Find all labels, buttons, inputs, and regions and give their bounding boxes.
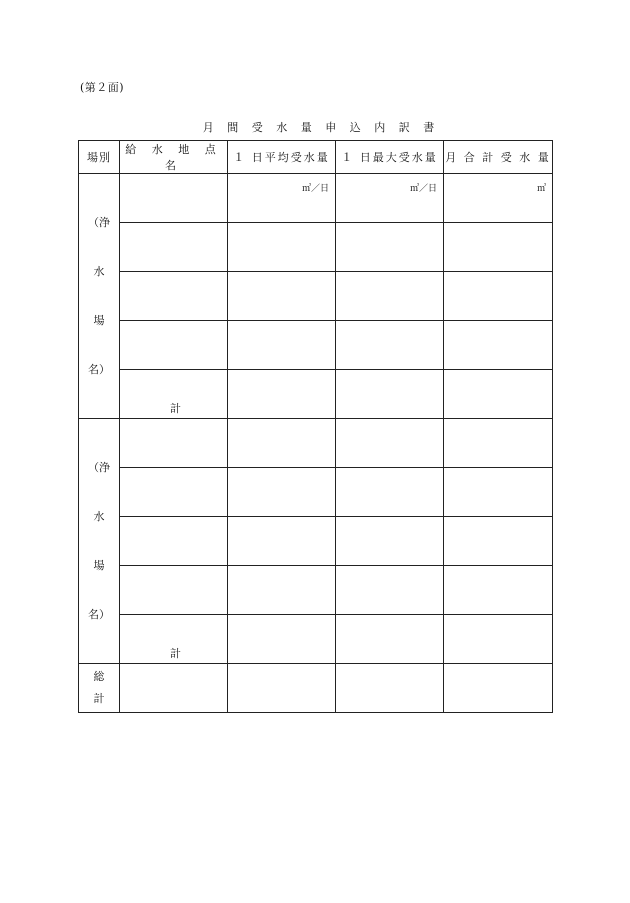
- daily-average-cell[interactable]: [228, 370, 336, 419]
- daily-maximum-cell[interactable]: [336, 321, 444, 370]
- daily-maximum-cell[interactable]: [336, 223, 444, 272]
- daily-average-cell[interactable]: [228, 468, 336, 517]
- supply-point-cell[interactable]: [120, 272, 228, 321]
- daily-maximum-cell[interactable]: [336, 370, 444, 419]
- header-daily-maximum: １ 日最大受水量: [336, 141, 444, 174]
- daily-maximum-cell[interactable]: [336, 174, 444, 223]
- grand-total-label-cell: [79, 664, 120, 713]
- subtotal-label: 計: [170, 647, 181, 660]
- monthly-total-cell[interactable]: [444, 321, 553, 370]
- plant-name-cell[interactable]: [79, 419, 120, 664]
- header-daily-average: １ 日平均受水量: [228, 141, 336, 174]
- supply-point-cell[interactable]: [120, 174, 228, 223]
- unit-label: ㎥: [536, 184, 546, 194]
- supply-point-cell[interactable]: [120, 321, 228, 370]
- table-row: [79, 468, 553, 517]
- daily-average-cell[interactable]: [228, 419, 336, 468]
- plant-label-char: 場: [93, 314, 105, 327]
- plant-name-cell[interactable]: [79, 174, 120, 419]
- supply-point-cell[interactable]: [120, 664, 228, 713]
- subtotal-row: [79, 615, 553, 664]
- daily-maximum-cell[interactable]: [336, 468, 444, 517]
- monthly-total-cell[interactable]: [444, 566, 553, 615]
- daily-maximum-cell[interactable]: [336, 566, 444, 615]
- plant-label-char: 名）: [88, 363, 110, 376]
- daily-maximum-cell[interactable]: [336, 615, 444, 664]
- plant-label-char: 場: [93, 559, 105, 572]
- unit-label: ㎥／日: [301, 184, 329, 194]
- page-label: (第２面): [80, 81, 125, 94]
- grand-total-char: 計: [93, 692, 105, 705]
- monthly-total-cell[interactable]: [444, 468, 553, 517]
- supply-point-cell[interactable]: [120, 223, 228, 272]
- monthly-total-cell[interactable]: [444, 517, 553, 566]
- daily-average-cell[interactable]: [228, 664, 336, 713]
- daily-maximum-cell[interactable]: [336, 272, 444, 321]
- monthly-total-cell[interactable]: [444, 664, 553, 713]
- plant-label-char: 水: [93, 265, 105, 278]
- table-row: [79, 272, 553, 321]
- supply-point-cell[interactable]: [120, 468, 228, 517]
- breakdown-table: [78, 140, 553, 713]
- plant-label-char: （浄: [88, 216, 110, 229]
- table-row: [79, 321, 553, 370]
- daily-maximum-cell[interactable]: [336, 664, 444, 713]
- subtotal-label-cell: [120, 370, 228, 419]
- table-row: [79, 223, 553, 272]
- daily-average-cell[interactable]: [228, 321, 336, 370]
- daily-average-cell[interactable]: [228, 174, 336, 223]
- grand-total-char: 総: [93, 670, 105, 683]
- daily-average-cell[interactable]: [228, 517, 336, 566]
- header-supply-point: 給 水 地 点 名: [120, 141, 228, 174]
- monthly-total-cell[interactable]: [444, 370, 553, 419]
- form-title: 月 間 受 水 量 申 込 内 訳 書: [202, 121, 440, 134]
- daily-maximum-cell[interactable]: [336, 517, 444, 566]
- monthly-total-cell[interactable]: [444, 174, 553, 223]
- supply-point-cell[interactable]: [120, 517, 228, 566]
- subtotal-row: [79, 370, 553, 419]
- plant-label-char: 名）: [88, 608, 110, 621]
- table-row: [79, 174, 553, 223]
- supply-point-cell[interactable]: [120, 419, 228, 468]
- daily-average-cell[interactable]: [228, 223, 336, 272]
- header-plant: 場別: [79, 141, 120, 174]
- daily-average-cell[interactable]: [228, 566, 336, 615]
- monthly-total-cell[interactable]: [444, 419, 553, 468]
- subtotal-label: 計: [170, 402, 181, 415]
- monthly-total-cell[interactable]: [444, 272, 553, 321]
- unit-label: ㎥／日: [409, 184, 437, 194]
- plant-label-char: （浄: [88, 461, 110, 474]
- plant-label-char: 水: [93, 510, 105, 523]
- daily-maximum-cell[interactable]: [336, 419, 444, 468]
- subtotal-label-cell: [120, 615, 228, 664]
- daily-average-cell[interactable]: [228, 272, 336, 321]
- daily-average-cell[interactable]: [228, 615, 336, 664]
- header-monthly-total: 月 合 計 受 水 量: [444, 141, 553, 174]
- grand-total-row: [79, 664, 553, 713]
- table-row: [79, 419, 553, 468]
- table-row: [79, 566, 553, 615]
- table-row: [79, 517, 553, 566]
- header-row: [79, 141, 553, 174]
- supply-point-cell[interactable]: [120, 566, 228, 615]
- monthly-total-cell[interactable]: [444, 223, 553, 272]
- monthly-total-cell[interactable]: [444, 615, 553, 664]
